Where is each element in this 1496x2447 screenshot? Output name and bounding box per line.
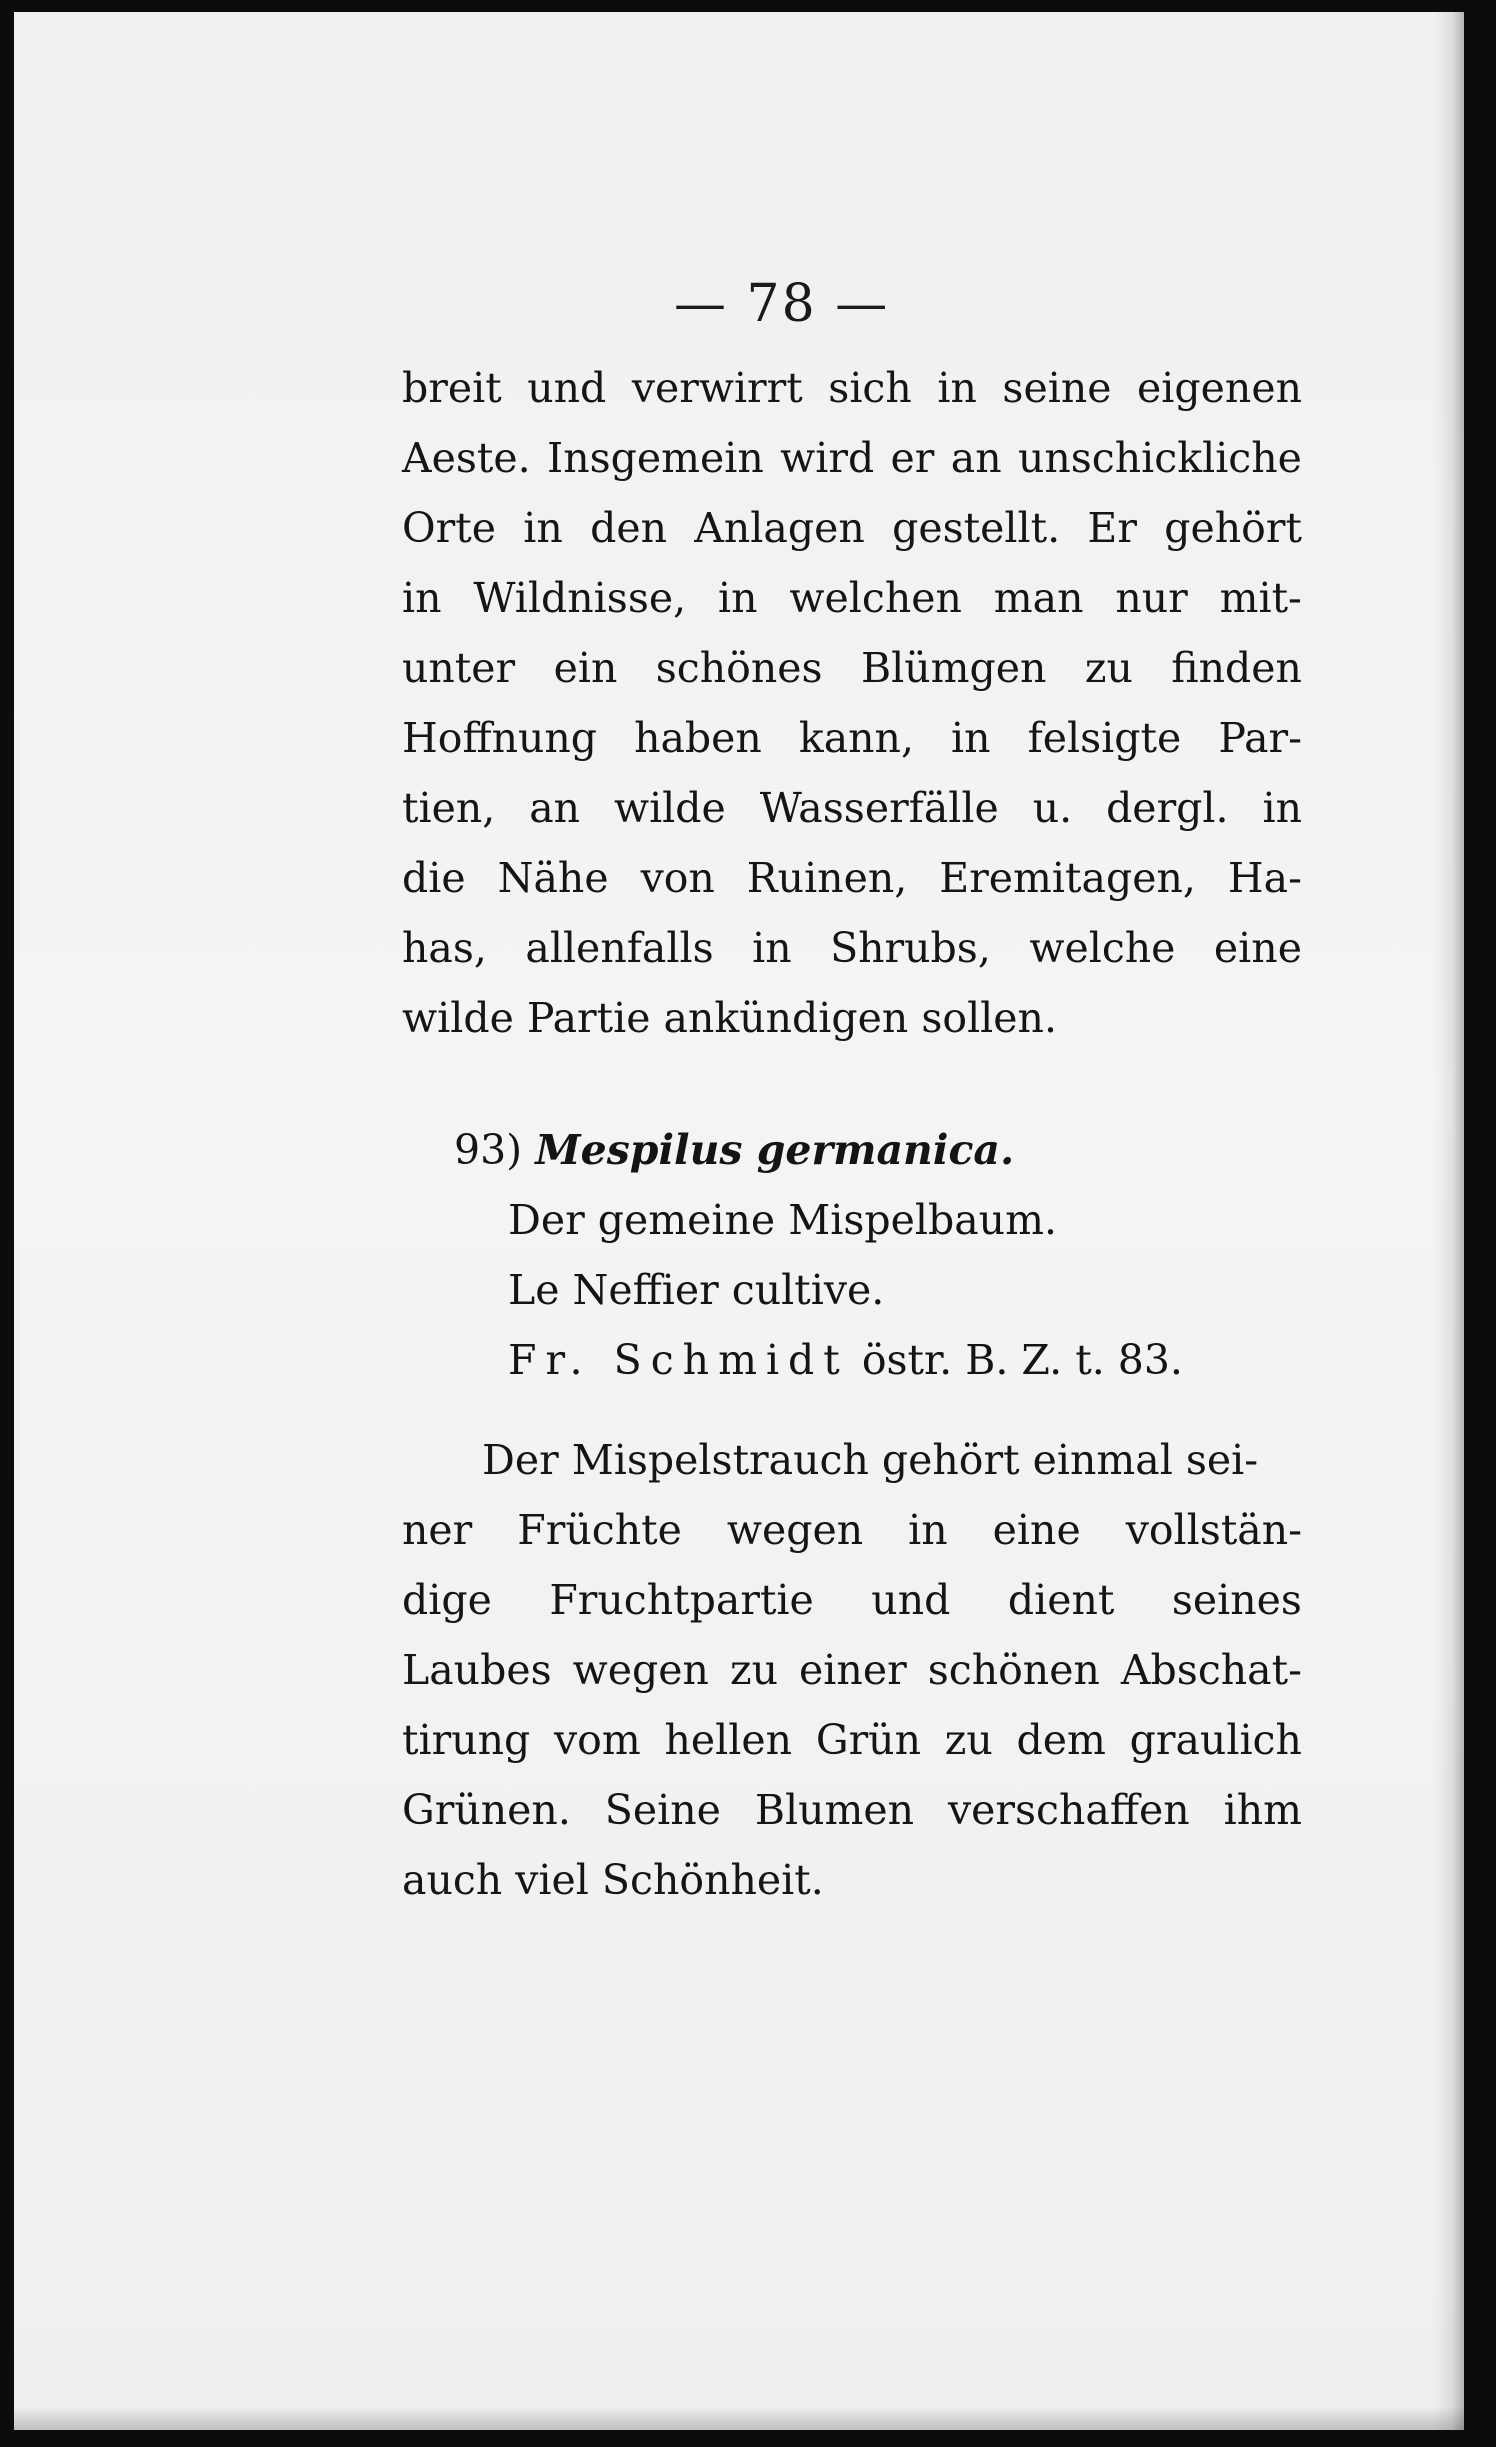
word: vom — [554, 1716, 641, 1764]
word: Wasserfälle — [759, 784, 999, 832]
text-line — [402, 1716, 1302, 1764]
word: dergl. — [1106, 784, 1229, 832]
word: welche — [1029, 924, 1176, 972]
word: eine — [992, 1506, 1081, 1554]
page-edge-shadow — [1434, 12, 1464, 2430]
word: has, — [402, 924, 487, 972]
word: Grün — [815, 1716, 921, 1764]
species-reference — [508, 1336, 1183, 1384]
word: allenfalls — [525, 924, 714, 972]
word: Shrubs, — [830, 924, 991, 972]
word: in — [523, 504, 563, 552]
text-line — [402, 784, 1302, 832]
word: graulich — [1129, 1716, 1302, 1764]
page-number: — 78 — — [674, 274, 890, 334]
word: Orte — [402, 504, 496, 552]
species-french-name: Le Neffier cultive. — [508, 1266, 885, 1314]
word: wilde — [613, 784, 726, 832]
word: in — [402, 574, 442, 622]
word: Eremitagen, — [939, 854, 1196, 902]
text-line — [402, 714, 1302, 762]
text-line — [402, 644, 1302, 692]
word: zu — [944, 1716, 993, 1764]
word: in — [1262, 784, 1302, 832]
word: breit — [402, 364, 502, 412]
word: sich — [828, 364, 912, 412]
species-latin-name: Mespilus germanica. — [535, 1126, 1015, 1174]
text-line: Der Mispelstrauch gehört einmal sei- — [482, 1436, 1259, 1484]
word: zu — [1084, 644, 1133, 692]
word: Ha- — [1227, 854, 1302, 902]
word: von — [640, 854, 715, 902]
word: eine — [1213, 924, 1302, 972]
word: den — [590, 504, 667, 552]
word: vollstän- — [1125, 1506, 1302, 1554]
text-line — [402, 434, 1302, 482]
word: und — [527, 364, 607, 412]
word: Nähe — [497, 854, 609, 902]
page-bottom-shadow — [14, 2406, 1464, 2430]
word: seine — [1002, 364, 1112, 412]
word: dient — [1007, 1576, 1115, 1624]
word: Par- — [1218, 714, 1302, 762]
word: verwirrt — [631, 364, 803, 412]
word: mit- — [1219, 574, 1302, 622]
word: zu — [729, 1646, 778, 1694]
reference-details: östr. B. Z. t. 83. — [861, 1336, 1183, 1384]
word: in — [951, 714, 991, 762]
text-line — [402, 1506, 1302, 1554]
word: tirung — [402, 1716, 531, 1764]
word: Früchte — [517, 1506, 682, 1554]
text-line — [402, 854, 1302, 902]
word: u. — [1032, 784, 1073, 832]
word: Fruchtpartie — [549, 1576, 814, 1624]
word: welchen — [789, 574, 962, 622]
word: ihm — [1223, 1786, 1302, 1834]
text-line — [402, 1646, 1302, 1694]
word: an — [950, 434, 1002, 482]
word: Wildnisse, — [473, 574, 687, 622]
word: in — [908, 1506, 948, 1554]
word: verschaffen — [947, 1786, 1190, 1834]
word: finden — [1171, 644, 1302, 692]
word: Hoffnung — [402, 714, 598, 762]
text-line: auch viel Schönheit. — [402, 1856, 824, 1904]
text-line — [402, 574, 1302, 622]
word: Anlagen — [694, 504, 865, 552]
word: in — [718, 574, 758, 622]
word: gestellt. — [892, 504, 1061, 552]
word: Laubes — [402, 1646, 552, 1694]
word: hellen — [664, 1716, 793, 1764]
word: er — [890, 434, 935, 482]
word: Er — [1087, 504, 1137, 552]
text-line — [402, 1786, 1302, 1834]
word: nur — [1115, 574, 1188, 622]
word: Aeste. — [402, 434, 531, 482]
text-line — [402, 924, 1302, 972]
word: schönes — [655, 644, 823, 692]
word: eigenen — [1137, 364, 1302, 412]
word: man — [993, 574, 1084, 622]
book-page — [14, 12, 1464, 2430]
word: die — [402, 854, 466, 902]
species-german-name: Der gemeine Mispelbaum. — [508, 1196, 1057, 1244]
word: unter — [402, 644, 516, 692]
word: dige — [402, 1576, 492, 1624]
word: unschickliche — [1017, 434, 1302, 482]
word: Blumen — [754, 1786, 915, 1834]
word: dem — [1016, 1716, 1106, 1764]
word: schönen — [927, 1646, 1100, 1694]
word: ner — [402, 1506, 473, 1554]
word: kann, — [798, 714, 914, 762]
word: Ruinen, — [746, 854, 908, 902]
word: felsigte — [1027, 714, 1182, 762]
word: wird — [780, 434, 875, 482]
word: gehört — [1164, 504, 1302, 552]
word: tien, — [402, 784, 496, 832]
text-line — [402, 504, 1302, 552]
word: Seine — [604, 1786, 721, 1834]
word: in — [752, 924, 792, 972]
word: wegen — [572, 1646, 709, 1694]
word: Abschat- — [1120, 1646, 1302, 1694]
word: Blümgen — [860, 644, 1047, 692]
species-number: 93) — [454, 1126, 523, 1174]
word: Grünen. — [402, 1786, 571, 1834]
reference-author: Fr. Schmidt — [508, 1336, 849, 1384]
text-line: wilde Partie ankündigen sollen. — [402, 994, 1057, 1042]
word: einer — [799, 1646, 907, 1694]
species-heading — [454, 1126, 1015, 1174]
word: ein — [553, 644, 618, 692]
word: seines — [1171, 1576, 1302, 1624]
word: wegen — [726, 1506, 864, 1554]
word: Insgemein — [547, 434, 764, 482]
word: in — [937, 364, 977, 412]
text-line — [402, 364, 1302, 412]
word: und — [871, 1576, 951, 1624]
word: haben — [634, 714, 762, 762]
text-line — [402, 1576, 1302, 1624]
word: an — [529, 784, 581, 832]
